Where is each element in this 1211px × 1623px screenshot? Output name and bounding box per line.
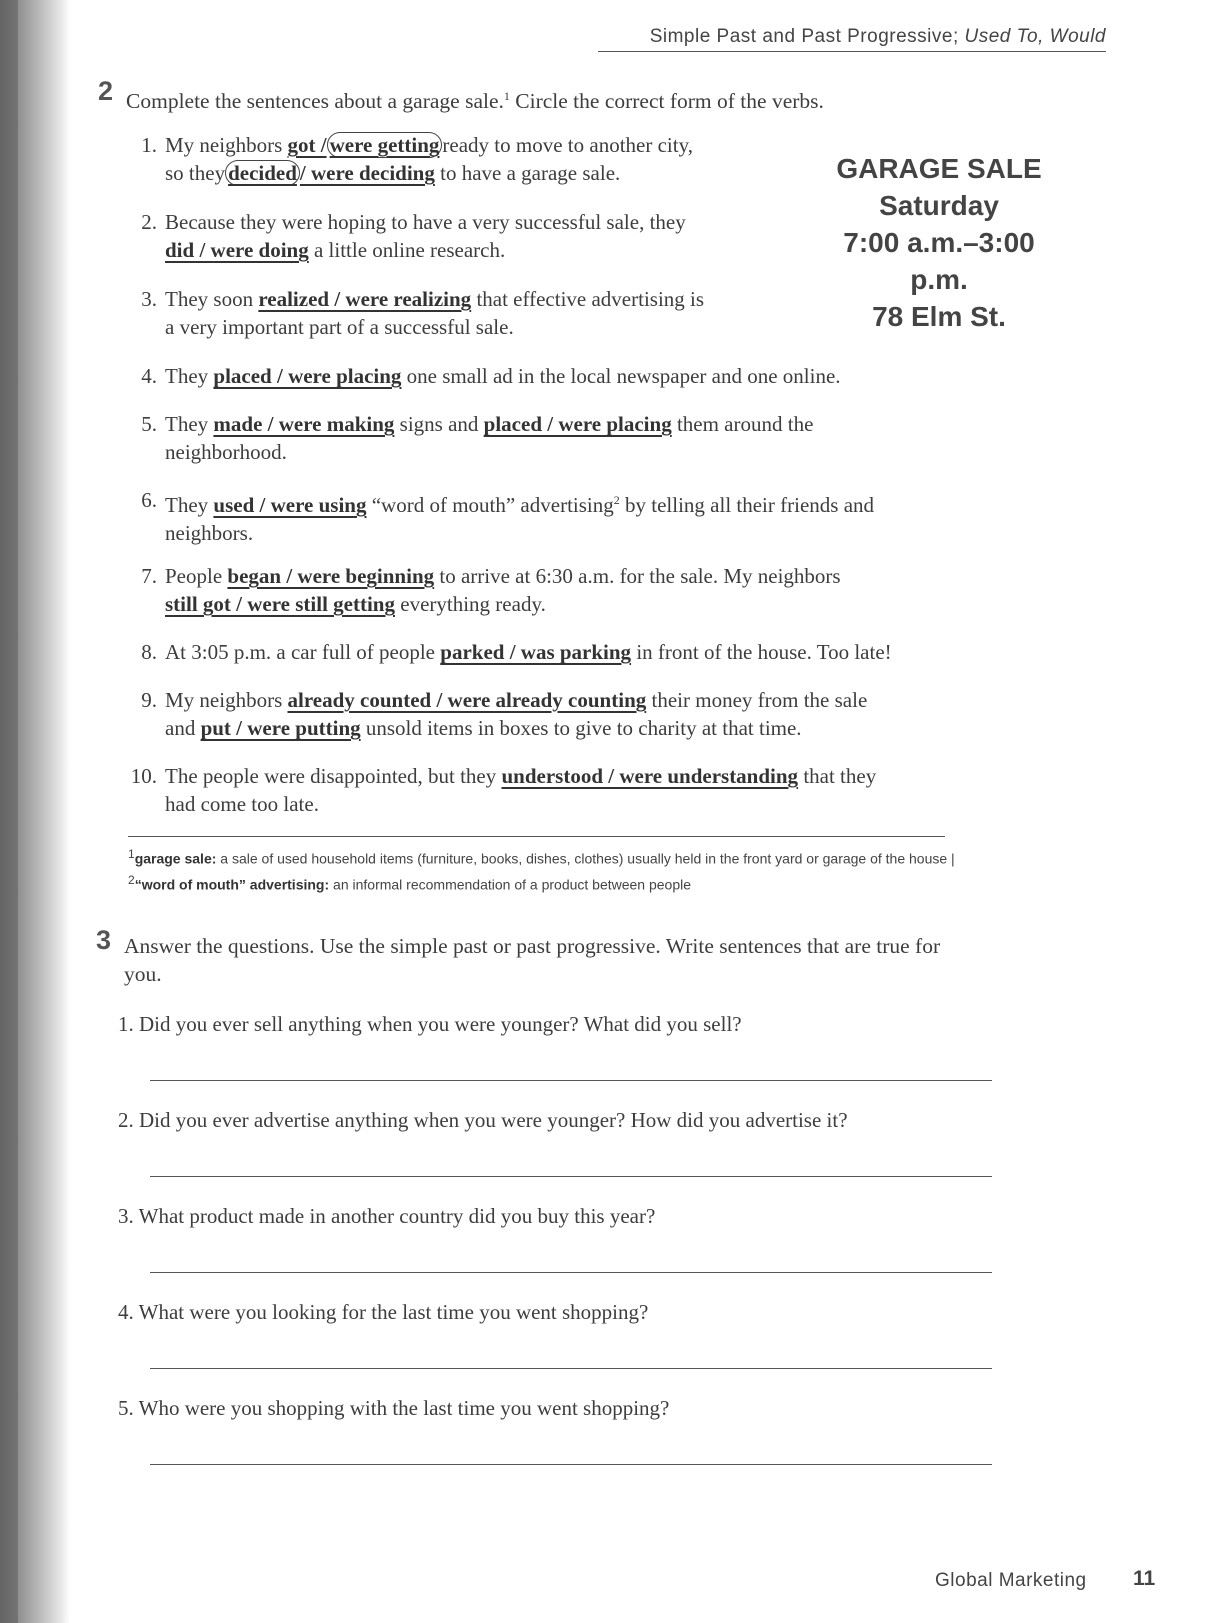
answer-line[interactable] bbox=[150, 1464, 992, 1465]
verb-choice[interactable]: got bbox=[287, 133, 316, 157]
circled-verb-choice[interactable]: were getting bbox=[327, 132, 443, 158]
item-number: 2. bbox=[141, 210, 157, 234]
sentence-text: neighborhood. bbox=[165, 440, 287, 464]
exercise-2-number: 2 bbox=[98, 76, 114, 106]
item-number: 7. bbox=[141, 564, 157, 588]
ex2-item bbox=[127, 131, 693, 187]
fn2-mark: 2 bbox=[128, 872, 135, 887]
item-number: 1. bbox=[141, 133, 157, 157]
verb-choice[interactable]: used / were using bbox=[213, 493, 367, 517]
question: 5. Who were you shopping with the last time you went shopping? bbox=[118, 1396, 670, 1420]
garage-sale-sign bbox=[815, 150, 1063, 335]
sentence-text: them around the bbox=[671, 412, 814, 436]
item-text bbox=[165, 562, 841, 618]
item-text bbox=[165, 285, 704, 341]
verb-choice[interactable]: did / were doing bbox=[165, 238, 309, 262]
question: 4. What were you looking for the last time you went shopping? bbox=[118, 1300, 649, 1324]
verb-choice[interactable]: understood / were understanding bbox=[501, 764, 799, 788]
question: 1. Did you ever sell anything when you were younger? What did you sell? bbox=[118, 1012, 742, 1036]
ex2-item bbox=[127, 362, 841, 390]
question: 2. Did you ever advertise anything when you were younger? How did you advertise it? bbox=[118, 1108, 848, 1132]
verb-choice[interactable]: put / were putting bbox=[200, 716, 361, 740]
verb-choice[interactable]: still got / were still getting bbox=[165, 592, 395, 616]
exercise-3-instruction: Answer the questions. Use the simple past or past progressive. Write sentences that are true for you. bbox=[124, 934, 941, 986]
sign-title: GARAGE SALE bbox=[836, 153, 1042, 184]
verb-choice[interactable]: parked / was parking bbox=[440, 640, 632, 664]
sentence-text: They soon bbox=[165, 287, 259, 311]
page-number: 11 bbox=[1133, 1567, 1156, 1590]
item-number: 8. bbox=[141, 640, 157, 664]
item-text bbox=[165, 410, 813, 466]
sentence-text: and bbox=[165, 716, 201, 740]
sentence-text: They bbox=[165, 493, 214, 517]
item-text bbox=[165, 486, 874, 547]
sign-day: Saturday bbox=[879, 190, 999, 221]
sentence-text: ready to move to another city, bbox=[442, 133, 693, 157]
sentence-text: People bbox=[165, 564, 228, 588]
sentence-text: neighbors. bbox=[165, 521, 254, 545]
fn1-text: a sale of used household items (furniture, books, dishes, clothes) usually held in the front yard or garage of the house | bbox=[216, 850, 955, 867]
circled-verb-choice[interactable]: decided bbox=[225, 160, 300, 186]
item-number: 6. bbox=[141, 488, 157, 512]
sentence-text: Because they were hoping to have a very successful sale, they bbox=[165, 210, 686, 234]
sentence-text: At 3:05 p.m. a car full of people bbox=[165, 640, 441, 664]
answer-line[interactable] bbox=[150, 1368, 992, 1369]
exercise-2-instruction bbox=[126, 82, 824, 115]
item-number: 3. bbox=[141, 287, 157, 311]
sentence-text: that effective advertising is bbox=[471, 287, 705, 311]
sentence-text: in front of the house. Too late! bbox=[631, 640, 892, 664]
fn1-term: garage sale: bbox=[134, 850, 217, 867]
sentence-text: The people were disappointed, but they bbox=[165, 764, 502, 788]
sentence-text: one small ad in the local newspaper and one online. bbox=[401, 364, 841, 388]
verb-choice[interactable]: made / were making bbox=[213, 412, 395, 436]
sentence-text: My neighbors bbox=[165, 133, 288, 157]
verb-choice[interactable]: placed / were placing bbox=[213, 364, 402, 388]
answer-line[interactable] bbox=[150, 1272, 992, 1273]
sentence-text: My neighbors bbox=[165, 688, 288, 712]
header-title-italic: Used To, Would bbox=[964, 26, 1106, 47]
item-number: 10. bbox=[130, 764, 157, 788]
sentence-text: They bbox=[165, 364, 214, 388]
verb-choice[interactable]: placed / were placing bbox=[483, 412, 672, 436]
ex2-item bbox=[127, 486, 874, 547]
item-text bbox=[165, 638, 892, 666]
verb-choice[interactable]: realized / were realizing bbox=[258, 287, 472, 311]
sentence-text: a very important part of a successful sale. bbox=[165, 315, 514, 339]
header-title: Simple Past and Past Progressive; bbox=[649, 26, 965, 47]
scan-shadow-edge bbox=[0, 0, 18, 1623]
ex2-item bbox=[127, 208, 686, 264]
item-number: 9. bbox=[141, 688, 157, 712]
ex2-item bbox=[127, 762, 876, 818]
sentence-text: by telling all their friends and bbox=[619, 493, 875, 517]
sentence-text: to have a garage sale. bbox=[434, 161, 621, 185]
fn2-term: “word of mouth” advertising: bbox=[134, 876, 330, 893]
sentence-text: their money from the sale bbox=[646, 688, 868, 712]
item-text bbox=[165, 131, 693, 187]
verb-choice[interactable]: / bbox=[315, 133, 327, 157]
sentence-text: that they bbox=[798, 764, 877, 788]
item-text bbox=[165, 362, 841, 390]
item-number: 5. bbox=[141, 412, 157, 436]
sign-address: 78 Elm St. bbox=[872, 301, 1006, 332]
verb-choice[interactable]: began / were beginning bbox=[227, 564, 435, 588]
running-header bbox=[598, 26, 1106, 52]
footnote-divider bbox=[128, 836, 945, 837]
instruction-tail: Circle the correct form of the verbs. bbox=[509, 89, 824, 114]
sign-time: 7:00 a.m.–3:00 p.m. bbox=[843, 227, 1035, 295]
footnote-ref: 1 bbox=[503, 89, 510, 103]
answer-line[interactable] bbox=[150, 1080, 992, 1081]
verb-choice[interactable]: already counted / were already counting bbox=[287, 688, 647, 712]
sentence-text: to arrive at 6:30 a.m. for the sale. My neighbors bbox=[434, 564, 841, 588]
instruction-text: Complete the sentences about a garage sale. bbox=[126, 89, 504, 114]
sentence-text: a little online research. bbox=[308, 238, 506, 262]
ex2-item bbox=[127, 562, 841, 618]
sentence-text: everything ready. bbox=[395, 592, 546, 616]
footnotes bbox=[128, 844, 958, 895]
footer-section: Global Marketing bbox=[935, 1570, 1087, 1591]
answer-line[interactable] bbox=[150, 1176, 992, 1177]
footnote-ref: 2 bbox=[613, 493, 620, 507]
item-text bbox=[165, 762, 876, 818]
sentence-text: They bbox=[165, 412, 214, 436]
ex2-item bbox=[127, 686, 867, 742]
verb-choice[interactable]: / were deciding bbox=[299, 161, 435, 185]
item-text bbox=[165, 686, 867, 742]
sentence-text: signs and bbox=[394, 412, 484, 436]
item-text bbox=[165, 208, 686, 264]
question: 3. What product made in another country did you buy this year? bbox=[118, 1204, 656, 1228]
ex2-item bbox=[127, 638, 892, 666]
sentence-text: had come too late. bbox=[165, 792, 319, 816]
sentence-text: so they bbox=[165, 161, 226, 185]
sentence-text: unsold items in boxes to give to charity at that time. bbox=[360, 716, 802, 740]
fn1-mark: 1 bbox=[128, 847, 135, 861]
ex2-item bbox=[127, 285, 704, 341]
sentence-text: “word of mouth” advertising bbox=[366, 493, 614, 517]
exercise-3-number: 3 bbox=[96, 925, 112, 955]
fn2-text: an informal recommendation of a product between people bbox=[329, 876, 692, 893]
ex2-item bbox=[127, 410, 813, 466]
item-number: 4. bbox=[141, 364, 157, 388]
